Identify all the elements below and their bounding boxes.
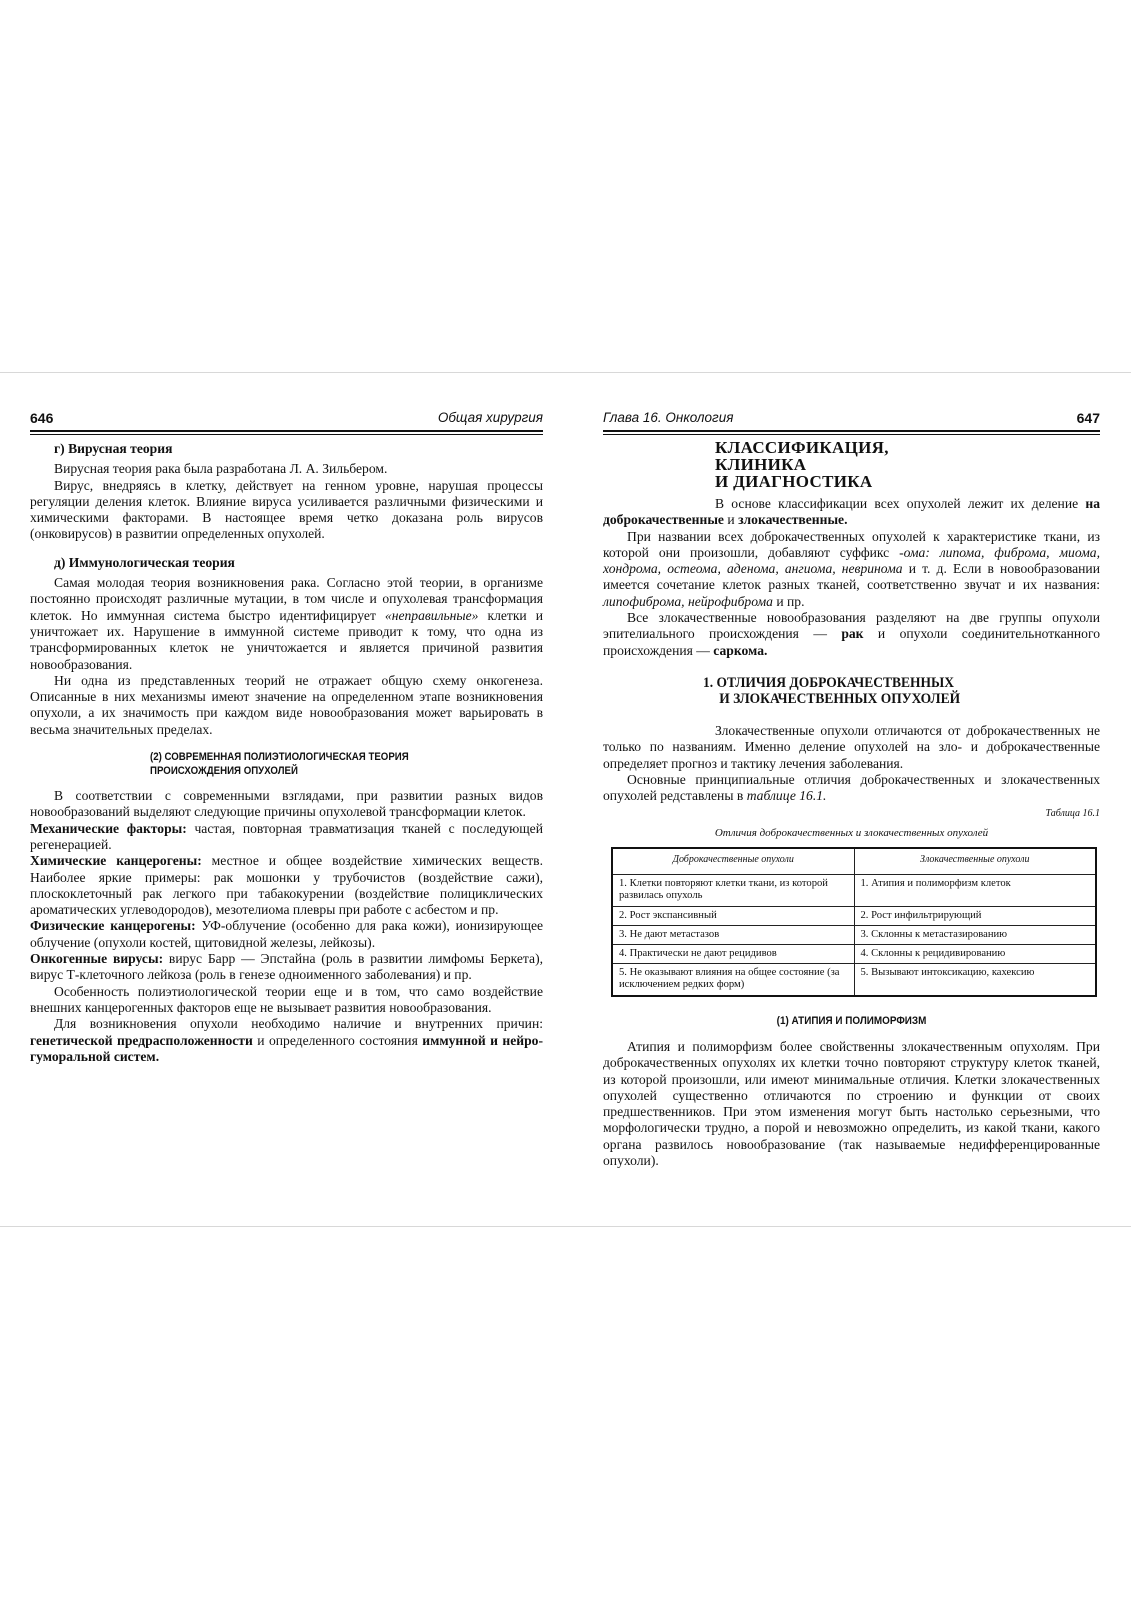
table-cell: 2. Рост экспансивный — [612, 906, 854, 925]
paragraph: Основные принципиальные отличия доброкачественных и злокачественных опухолей редставлены в таблице 16.1. — [603, 771, 1100, 804]
chapter-section-title: КЛАССИФИКАЦИЯ, КЛИНИКА И ДИАГНОСТИКА — [715, 438, 889, 491]
table-row — [612, 945, 1096, 964]
paragraph: Самая молодая теория возникновения рака. Согласно этой теории, в организме постоянно происходят различные мутации, в том числе и опухолевая трансформация клеток. Но иммунная система быстро идентифицирует «неправильные» клетки и уничтожает их. Нарушение в иммунной системе приводит к тому, что одна из трансформированных клеток не уничтожается и является причиной развития новообразования. — [30, 575, 543, 672]
table-row — [612, 925, 1096, 944]
paragraph: Все злокачественные новообразования разделяют на две группы опухоли эпителиального происхождения — рак и опухоли соединительнотканного происхождения — саркома. — [603, 610, 1100, 658]
section-heading-caps: (2) СОВРЕМЕННАЯ ПОЛИЭТИОЛОГИЧЕСКАЯ ТЕОРИЯ ПРОИСХОЖДЕНИЯ ОПУХОЛЕЙ — [150, 751, 409, 778]
table-cell: 5. Вызывают интоксикацию, кахексию — [854, 964, 1096, 996]
left-running-head — [30, 410, 543, 430]
paragraph: Ни одна из представленных теорий не отражает общую схему онкогенеза. Описанные в них механизмы имеют значение на определенном этапе возникновения опухоли, а их значимость при каждом виде новообразования может варьировать в весьма значительных пределах. — [30, 672, 543, 737]
running-title: Глава 16. Онкология — [603, 410, 734, 425]
factor-item: Химические канцерогены: местное и общее воздействие химических веществ. Наиболее яркие примеры: рак мошонки у трубочистов (воздействие сажи), плоскоклеточный рак легкого при табакокурении (воздействие полициклических ароматических углеводородов), мезотелиома плевры при работе с асбестом и пр. — [30, 853, 543, 918]
paragraph: В основе классификации всех опухолей лежит их деление на доброкачественные и злокачественные. — [603, 496, 1100, 528]
book-spread — [0, 372, 1131, 1227]
header-rule-thin — [30, 434, 543, 435]
paragraph: Особенность полиэтиологической теории еще и в том, что само воздействие внешних канцерогенных факторов еще не вызывает развития новообразования. — [30, 983, 543, 1015]
paragraph: Вирус, внедряясь в клетку, действует на генном уровне, нарушая процессы регуляции деления клеток. Влияние вируса усиливается различными физическими и химическими факторами. В настоящее время четко доказана роль вирусов (онковирусов) в развитии определенных опухолей. — [30, 477, 543, 542]
comparison-table — [611, 847, 1097, 997]
header-rule — [603, 430, 1100, 432]
paragraph: Атипия и полиморфизм более свойственны злокачественным опухолям. При доброкачественных опухолях их клетки точно повторяют структуру клеток тканей, из которой произошли, или имеют минимальные отличия. Клетки злокачественных опухолей существенно отличаются по строению и функции от своих предшественников. При этом изменения могут быть настолько серьезными, что морфологически трудно, а порой и невозможно определить, из какой ткани, какого органа развилось новообразование (так называемые недифференцированные опухоли). — [603, 1038, 1100, 1169]
page-number: 646 — [30, 410, 54, 426]
right-body — [603, 439, 1100, 1169]
running-title: Общая хирургия — [437, 410, 543, 425]
paragraph: При названии всех доброкачественных опухолей к характеристике ткани, из которой они произошли, добавляют суффикс -ома: липома, фиброма, миома, хондрома, остеома, аденома, ангиома, невринома и т. д. Если в новообразовании имеется сочетание клеток разных тканей, соответственно звучат и их названия: липофиброма, нейрофиброма и пр. — [603, 528, 1101, 609]
table-header-cell: Злокачественные опухоли — [854, 848, 1096, 875]
subsection-heading: (1) АТИПИЯ И ПОЛИМОРФИЗМ — [776, 1014, 927, 1027]
table-row — [612, 964, 1096, 996]
table-cell: 3. Склонны к метастазированию — [854, 925, 1096, 944]
paragraph: Для возникновения опухоли необходимо наличие и внутренних причин: генетической предрасположенности и определенного состояния иммунной и нейро-гуморальной систем. — [30, 1016, 544, 1064]
table-cell: 3. Не дают метастазов — [612, 925, 854, 944]
table-cell: 1. Клетки повторяют клетки ткани, из которой развилась опухоль — [612, 875, 854, 906]
factor-item: Физические канцерогены: УФ-облучение (особенно для рака кожи), ионизирующее облучение (опухоли костей, щитовидной железы, лейкозы). — [30, 918, 544, 950]
factor-item: Механические факторы: частая, повторная травматизация тканей с последующей регенерацией. — [30, 820, 543, 852]
table-label: Таблица 16.1 — [1045, 808, 1100, 820]
table-cell: 2. Рост инфильтрирующий — [854, 906, 1096, 925]
header-rule-thin — [603, 434, 1100, 435]
paragraph: Злокачественные опухоли отличаются от доброкачественных не только по названиям. Именно деление опухолей на зло- и доброкачественные определяет прогноз и тактику лечения заболевания. — [603, 722, 1100, 771]
left-body — [30, 441, 543, 1065]
table-header-row — [612, 848, 1096, 875]
page-number: 647 — [1076, 410, 1100, 426]
section-heading: 1. ОТЛИЧИЯ ДОБРОКАЧЕСТВЕННЫХ И ЗЛОКАЧЕСТВЕННЫХ ОПУХОЛЕЙ — [703, 674, 961, 707]
table-cell: 5. Не оказывают влияния на общее состояние (за исключением редких форм) — [612, 964, 854, 996]
table-caption: Отличия доброкачественных и злокачественных опухолей — [714, 826, 989, 839]
header-rule — [30, 430, 543, 432]
factor-item: Онкогенные вирусы: вирус Барр — Эпстайна (роль в развитии лимфомы Беркета), вирус Т-клеточного лейкоза (роль в генезе одноименного заболевания) и пр. — [30, 951, 543, 983]
table-header-cell: Доброкачественные опухоли — [612, 848, 854, 875]
table-cell: 4. Склонны к рецидивированию — [854, 945, 1096, 964]
paragraph: В соответствии с современными взглядами, при развитии разных видов новообразований выделяют следующие причины опухолевой трансформации клеток. — [30, 788, 543, 820]
paragraph: Вирусная теория рака была разработана Л. А. Зильбером. — [54, 461, 388, 477]
section-heading: г) Вирусная теория — [54, 441, 173, 456]
table-cell: 4. Практически не дают рецидивов — [612, 945, 854, 964]
table-row — [612, 906, 1096, 925]
section-heading: д) Иммунологическая теория — [54, 554, 235, 570]
right-running-head — [603, 410, 1100, 430]
table-cell: 1. Атипия и полиморфизм клеток — [854, 875, 1096, 906]
table-row — [612, 875, 1096, 906]
